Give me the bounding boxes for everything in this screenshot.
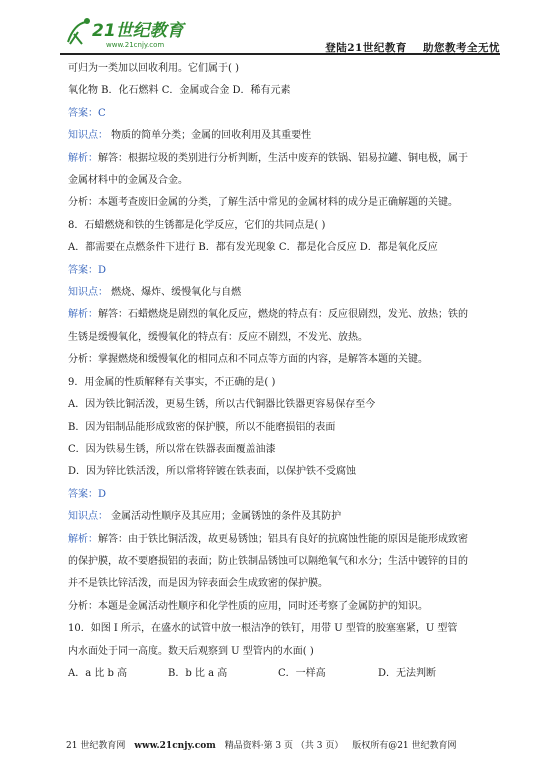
- footer-info: 精品资料·第 3 页 （共 3 页）: [224, 741, 344, 751]
- option-b: B．b 比 a 高: [168, 667, 228, 679]
- text-line: 的保护膜，故不要磨损铝的表面；防止铁制品锈蚀可以隔绝氧气和水分；生活中镀锌的目的: [68, 555, 468, 567]
- text-line: 分析：本题是金属活动性顺序和化学性质的应用，同时还考察了金属防护的知识。: [68, 600, 428, 612]
- text-line: 内水面处于同一高度。数天后观察到 U 型管内的水面( ): [68, 645, 314, 657]
- question-line: 8．石蜡燃烧和铁的生锈都是化学反应，它们的共同点是( ): [68, 219, 326, 231]
- analysis-line: 解析：解答：根据垃圾的类别进行分析判断，生活中废弃的铁锅、铝易拉罐、铜电极，属于: [68, 152, 468, 164]
- option-c-line: C．因为铁易生锈，所以常在铁器表面覆盖油漆: [68, 443, 276, 455]
- logo-graphic: [60, 14, 200, 52]
- footer-copyright: 版权所有@21 世纪教育网: [352, 741, 457, 751]
- knowledge-line: 知识点： 燃烧、爆炸、缓慢氧化与自燃: [68, 287, 242, 299]
- text-line: 金属材料中的金属及合金。: [68, 175, 188, 187]
- option-b-line: B．因为铝制品能形成致密的保护膜，所以不能磨损铝的表面: [68, 421, 336, 433]
- page-footer: [66, 738, 506, 751]
- answer-line: 答案：D: [68, 488, 107, 500]
- text-line: 分析：掌握燃烧和缓慢氧化的相同点和不同点等方面的内容，是解答本题的关键。: [68, 354, 428, 366]
- logo-url: www.21cnjy.com: [106, 41, 165, 49]
- option-d: D．无法判断: [378, 667, 437, 679]
- question-line: 9．用金属的性质解释有关事实，不正确的是( ): [68, 376, 276, 388]
- footer-site: 21 世纪教育网: [66, 741, 126, 751]
- page-header: [60, 14, 500, 52]
- text-line: 氧化物 B．化石燃料 C．金属或合金 D．稀有元素: [68, 85, 291, 97]
- answer-line: 答案：C: [68, 107, 106, 119]
- option-a-line: A．因为铁比铜活泼，更易生锈，所以古代铜器比铁器更容易保存至今: [68, 399, 376, 411]
- slogan-left: 登陆21世纪教育: [325, 42, 407, 54]
- logo-text: 21世纪教育: [92, 21, 184, 41]
- text-line: 生锈是缓慢氧化，缓慢氧化的特点有：反应不剧烈，不发光、放热。: [68, 331, 368, 343]
- option-d-line: D．因为锌比铁活泼，所以常将锌镀在铁表面，以保护铁不受腐蚀: [68, 466, 357, 478]
- option-c: C．一样高: [278, 667, 326, 679]
- knowledge-line: 知识点： 金属活动性顺序及其应用；金属锈蚀的条件及其防护: [68, 511, 342, 523]
- analysis-line: 解析：解答：由于铁比铜活泼，故更易锈蚀；铝具有良好的抗腐蚀性能的原因是能形成致密: [68, 533, 468, 545]
- knowledge-line: 知识点： 物质的简单分类；金属的回收利用及其重要性: [68, 130, 312, 142]
- options-line: A．都需要在点燃条件下进行 B．都有发光现象 C．都是化合反应 D．都是氧化反应: [68, 242, 438, 254]
- text-line: 并不是铁比锌活泼，而是因为锌表面会生成致密的保护膜。: [68, 578, 328, 590]
- slogan-right: 助您教考全无忧: [423, 42, 500, 54]
- options-line: [68, 663, 498, 685]
- analysis-line: 解析：解答：石蜡燃烧是剧烈的氧化反应，燃烧的特点有：反应很剧烈，发光、放热；铁的: [68, 309, 468, 321]
- answer-line: 答案：D: [68, 264, 107, 276]
- header-divider: [60, 53, 500, 55]
- question-line: 10．如图 I 所示，在盛水的试管中放一根洁净的铁钉，用带 U 型管的胶塞塞紧，U 型管: [68, 623, 458, 635]
- site-logo: [60, 14, 200, 52]
- document-body: [68, 58, 498, 685]
- footer-url[interactable]: www.21cnjy.com: [134, 741, 216, 751]
- text-line: 分析：本题考查废旧金属的分类，了解生活中常见的金属材料的成分是正确解题的关键。: [68, 197, 458, 209]
- option-a: A．a 比 b 高: [68, 667, 128, 679]
- text-line: 可归为一类加以回收利用。它们属于( ): [68, 63, 239, 74]
